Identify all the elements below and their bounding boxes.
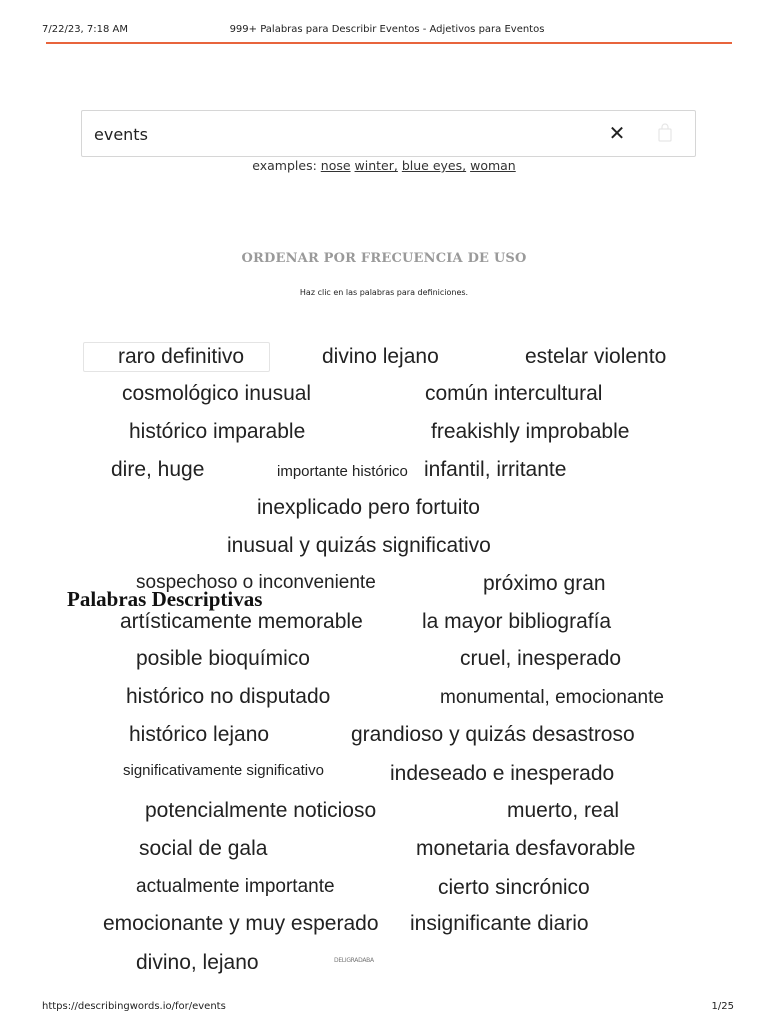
- word-item[interactable]: inexplicado pero fortuito: [257, 496, 480, 519]
- word-item[interactable]: estelar violento: [525, 345, 667, 368]
- print-datetime: 7/22/23, 7:18 AM: [42, 24, 129, 35]
- word-item[interactable]: monetaria desfavorable: [416, 837, 636, 860]
- word-item[interactable]: histórico imparable: [129, 420, 306, 443]
- print-page-number: 1/25: [711, 1001, 734, 1012]
- word-item[interactable]: social de gala: [139, 837, 268, 860]
- header-divider: [46, 42, 732, 44]
- word-item[interactable]: divino lejano: [322, 345, 439, 368]
- word-item[interactable]: insignificante diario: [410, 912, 589, 935]
- word-item[interactable]: actualmente importante: [136, 876, 335, 897]
- word-item[interactable]: grandioso y quizás desastroso: [351, 723, 635, 746]
- search-submit-icon[interactable]: [656, 123, 674, 143]
- examples-prefix: examples:: [252, 158, 321, 173]
- clear-search-button[interactable]: ✕: [606, 121, 628, 145]
- print-page-title: 999+ Palabras para Describir Eventos - Adjetivos para Eventos: [229, 24, 545, 35]
- print-header: [42, 24, 732, 38]
- word-item[interactable]: raro definitivo: [83, 342, 270, 372]
- word-item[interactable]: importante histórico: [277, 463, 408, 480]
- word-item[interactable]: emocionante y muy esperado: [103, 912, 379, 935]
- word-item[interactable]: la mayor bibliografía: [422, 610, 612, 633]
- word-item[interactable]: freakishly improbable: [431, 420, 630, 443]
- word-item[interactable]: cruel, inesperado: [460, 647, 622, 670]
- word-item[interactable]: significativamente significativo: [123, 762, 324, 779]
- word-item[interactable]: histórico no disputado: [126, 685, 331, 708]
- search-examples: [0, 158, 768, 173]
- search-box: [81, 110, 696, 157]
- example-link-woman[interactable]: woman: [470, 158, 516, 173]
- word-item[interactable]: próximo gran: [483, 572, 606, 595]
- word-item[interactable]: muerto, real: [507, 799, 620, 822]
- word-item[interactable]: divino, lejano: [136, 951, 259, 974]
- word-item[interactable]: monumental, emocionante: [440, 687, 664, 708]
- word-item[interactable]: potencialmente noticioso: [145, 799, 377, 822]
- word-item[interactable]: cierto sincrónico: [438, 876, 590, 899]
- word-item[interactable]: dire, huge: [111, 458, 205, 481]
- word-item[interactable]: cosmológico inusual: [122, 382, 312, 405]
- word-item[interactable]: sospechoso o inconveniente: [136, 572, 376, 593]
- word-item[interactable]: artísticamente memorable: [120, 610, 363, 633]
- tiny-watermark-text: DELIGRADABA: [334, 957, 374, 964]
- word-item[interactable]: histórico lejano: [129, 723, 270, 746]
- example-link-blue-eyes[interactable]: blue eyes,: [401, 158, 467, 173]
- word-item[interactable]: inusual y quizás significativo: [227, 534, 491, 557]
- word-item[interactable]: común intercultural: [425, 382, 603, 405]
- search-input[interactable]: [94, 121, 574, 147]
- palabras-descriptivas-title: Palabras Descriptivas: [67, 587, 263, 611]
- word-item[interactable]: infantil, irritante: [424, 458, 567, 481]
- word-item[interactable]: posible bioquímico: [136, 647, 310, 670]
- sort-by-frequency-heading[interactable]: ORDENAR POR FRECUENCIA DE USO: [241, 251, 527, 266]
- word-item[interactable]: indeseado e inesperado: [390, 762, 615, 785]
- example-link-nose[interactable]: nose: [320, 158, 351, 173]
- print-url: https://describingwords.io/for/events: [42, 1001, 226, 1012]
- example-link-winter[interactable]: winter,: [354, 158, 398, 173]
- click-hint: Haz clic en las palabras para definiciones.: [299, 288, 469, 297]
